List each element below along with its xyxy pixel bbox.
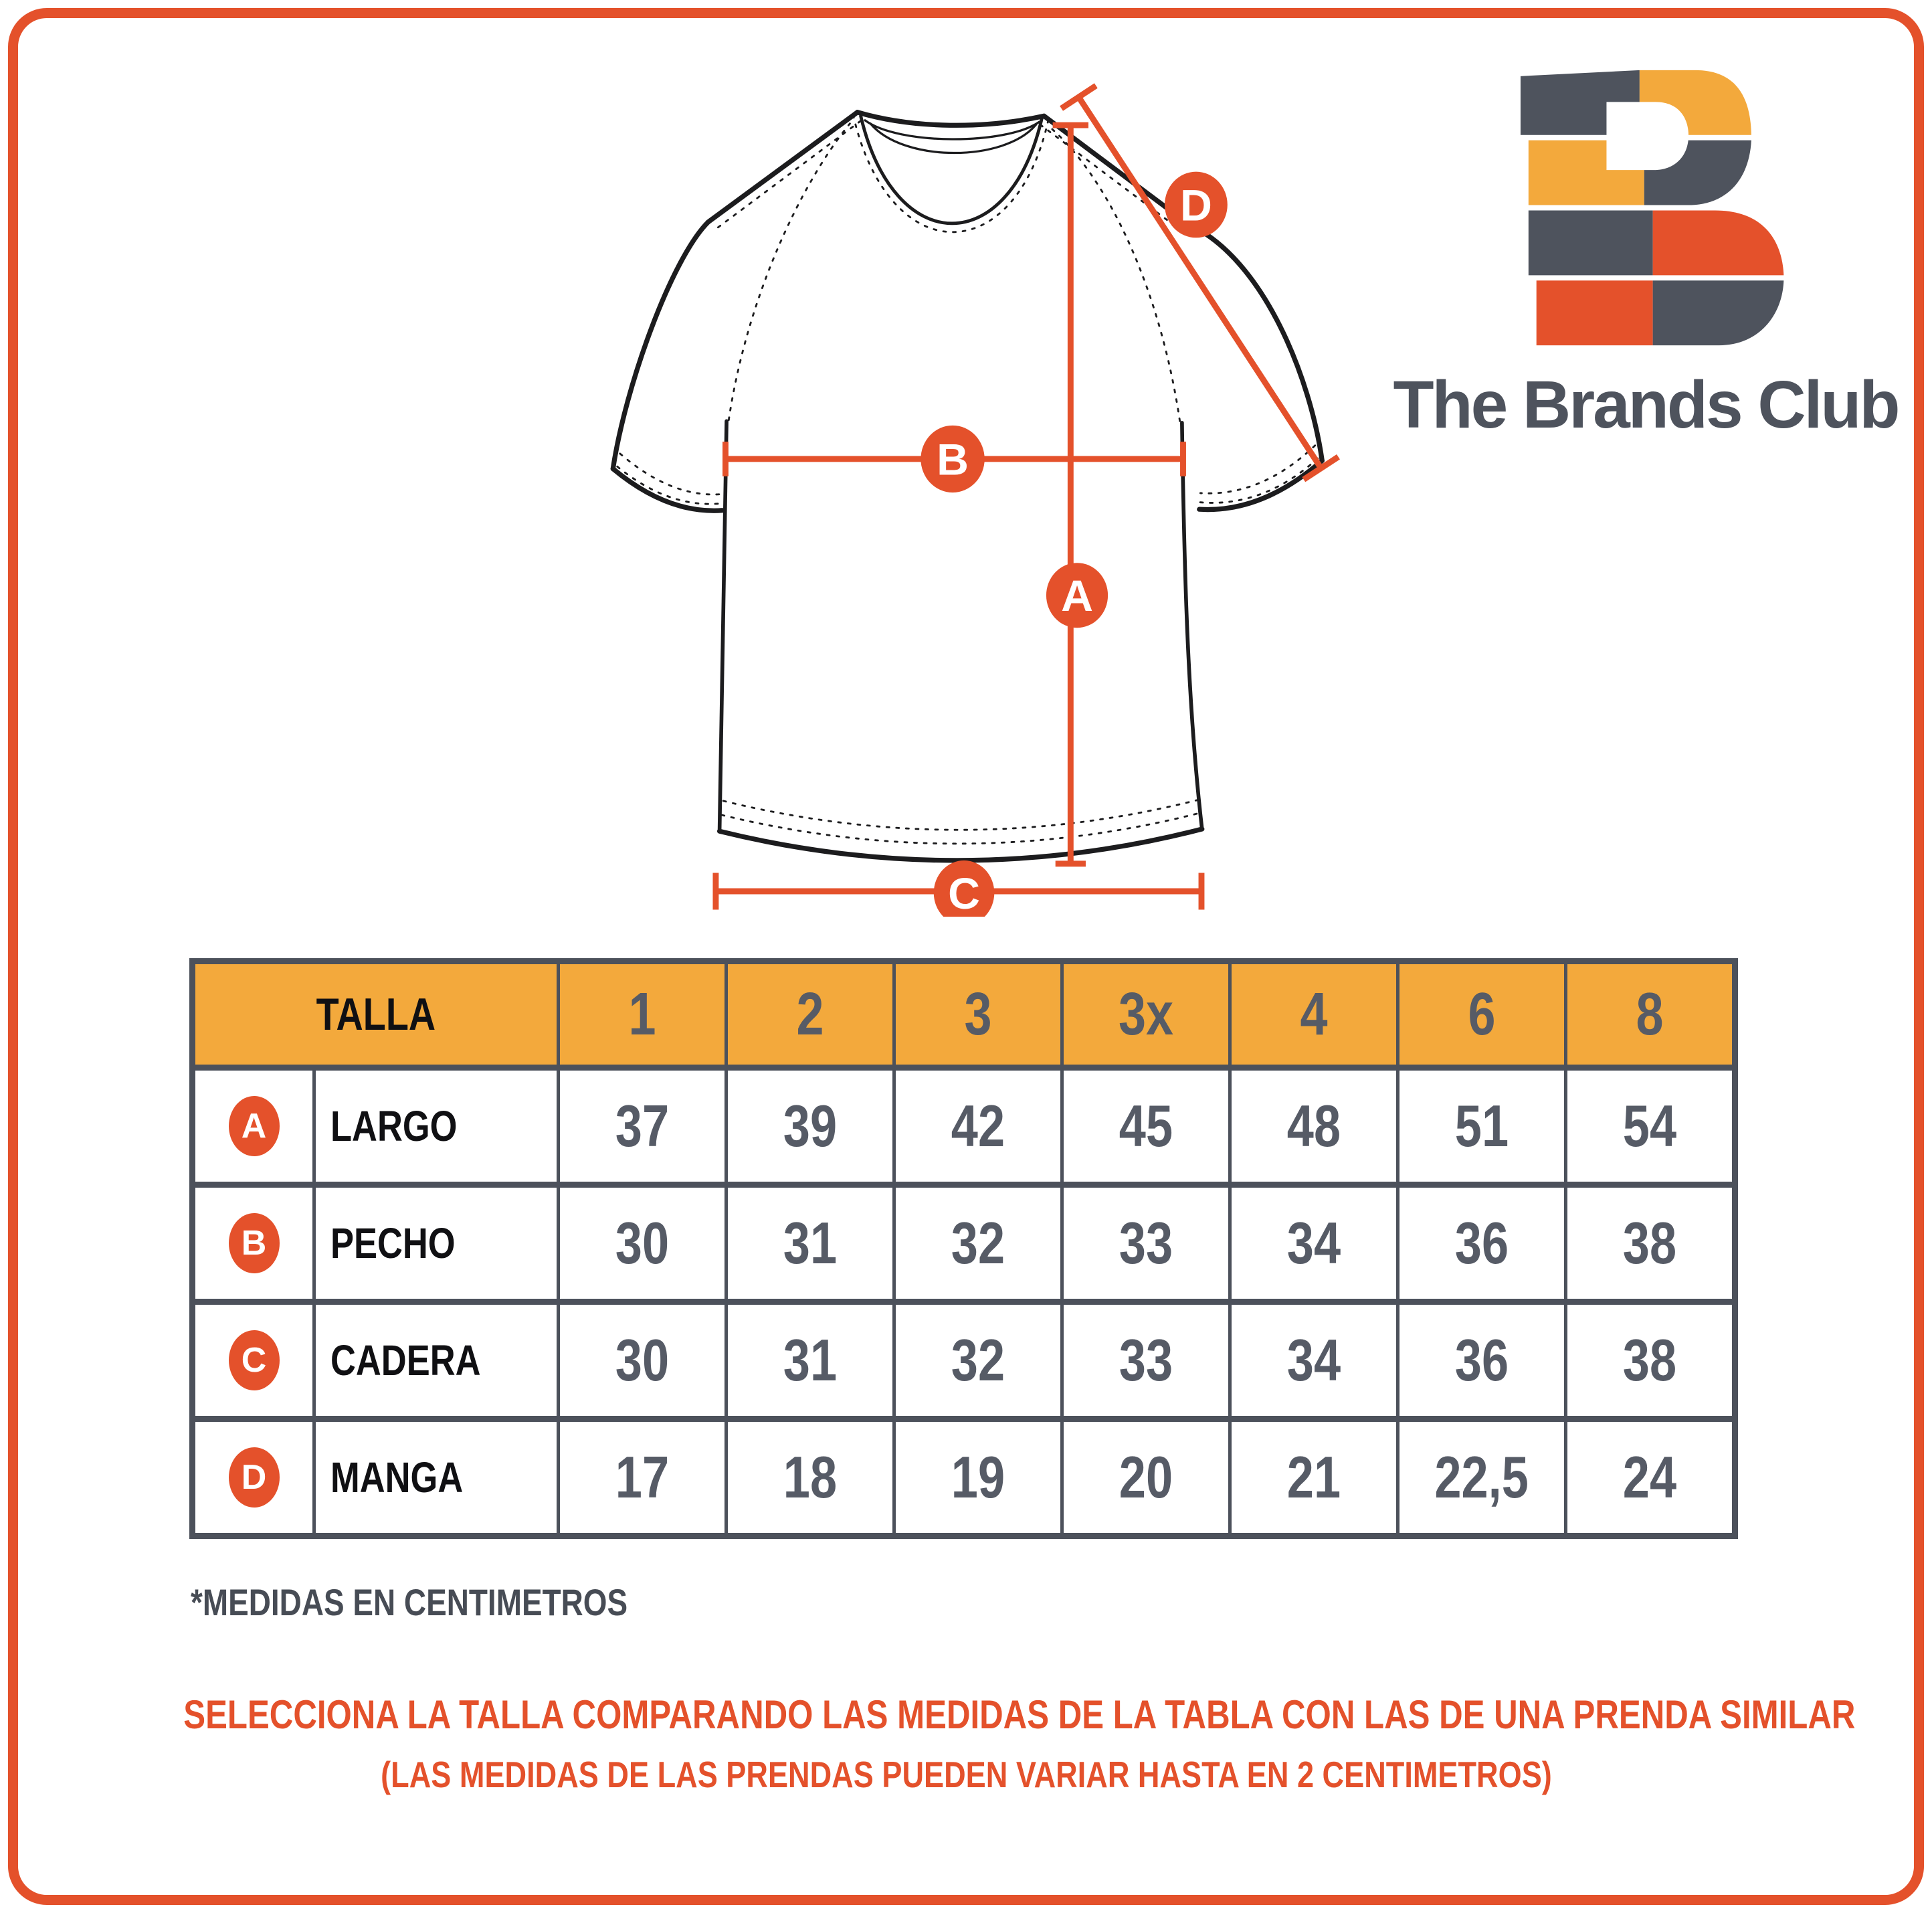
row-manga-badge-cell — [195, 1422, 312, 1533]
manga-value-6: 22,5 — [1399, 1422, 1564, 1533]
measurement-lines — [716, 86, 1339, 909]
largo-value-2: 39 — [728, 1071, 892, 1182]
marker-b-badge — [921, 426, 984, 492]
pecho-value-3: 32 — [896, 1188, 1060, 1299]
brand-name: The Brands Club — [1393, 367, 1899, 442]
diagram-markers — [921, 172, 1227, 917]
size-table-header-talla — [195, 964, 557, 1065]
cadera-value-2: 31 — [728, 1305, 892, 1416]
brand-logo-icon — [1509, 66, 1813, 350]
cadera-value-4: 34 — [1232, 1305, 1396, 1416]
row-pecho-label: PECHO — [316, 1188, 557, 1299]
manga-value-1: 17 — [560, 1422, 724, 1533]
talla-label: TALLA — [316, 989, 436, 1040]
header-size-6: 6 — [1399, 964, 1564, 1065]
largo-value-3x: 45 — [1064, 1071, 1228, 1182]
pecho-value-4: 34 — [1232, 1188, 1396, 1299]
size-instruction: SELECCIONA LA TALLA COMPARANDO LAS MEDIDAS DE LA TABLA CON LAS DE UNA PRENDA SIMILAR — [183, 1692, 1856, 1737]
cadera-value-8: 38 — [1567, 1305, 1732, 1416]
marker-b-table-badge: B — [229, 1213, 280, 1273]
row-largo-label: LARGO — [316, 1071, 557, 1182]
manga-value-2: 18 — [728, 1422, 892, 1533]
manga-value-4: 21 — [1232, 1422, 1396, 1533]
pecho-value-8: 38 — [1567, 1188, 1732, 1299]
measurement-d-line — [1062, 86, 1339, 480]
largo-value-8: 54 — [1567, 1071, 1732, 1182]
marker-a-badge — [1046, 563, 1108, 628]
largo-value-6: 51 — [1399, 1071, 1564, 1182]
collar — [858, 112, 1044, 223]
row-largo-badge-cell — [195, 1071, 312, 1182]
units-note: *MEDIDAS EN CENTIMETROS — [191, 1581, 628, 1623]
pecho-value-6: 36 — [1399, 1188, 1564, 1299]
header-size-8: 8 — [1567, 964, 1732, 1065]
largo-value-4: 48 — [1232, 1071, 1396, 1182]
marker-c-letter: C — [948, 869, 980, 917]
marker-c-table-badge: C — [229, 1330, 280, 1390]
tshirt-diagram — [569, 80, 1405, 917]
cadera-value-6: 36 — [1399, 1305, 1564, 1416]
cadera-value-1: 30 — [560, 1305, 724, 1416]
marker-c-badge — [934, 860, 995, 917]
size-table — [189, 958, 1738, 1539]
header-size-3x: 3x — [1064, 964, 1228, 1065]
largo-value-1: 37 — [560, 1071, 724, 1182]
pecho-value-2: 31 — [728, 1188, 892, 1299]
pecho-value-3x: 33 — [1064, 1188, 1228, 1299]
marker-d-letter: D — [1179, 181, 1212, 231]
row-cadera-label: CADERA — [316, 1305, 557, 1416]
marker-b-letter: B — [937, 435, 969, 485]
header-size-1: 1 — [560, 964, 724, 1065]
header-size-3: 3 — [896, 964, 1060, 1065]
cadera-value-3x: 33 — [1064, 1305, 1228, 1416]
marker-a-table-badge: A — [229, 1096, 280, 1156]
marker-d-table-badge: D — [229, 1447, 280, 1508]
manga-value-3: 19 — [896, 1422, 1060, 1533]
marker-a-letter: A — [1061, 571, 1093, 622]
manga-value-3x: 20 — [1064, 1422, 1228, 1533]
pecho-value-1: 30 — [560, 1188, 724, 1299]
marker-d-badge — [1165, 172, 1228, 238]
row-cadera-badge-cell — [195, 1305, 312, 1416]
cadera-value-3: 32 — [896, 1305, 1060, 1416]
measurement-a-line — [1053, 125, 1088, 864]
manga-value-8: 24 — [1567, 1422, 1732, 1533]
size-disclaimer: (LAS MEDIDAS DE LAS PRENDAS PUEDEN VARIAR HASTA EN 2 CENTIMETROS) — [380, 1754, 1552, 1795]
largo-value-3: 42 — [896, 1071, 1060, 1182]
row-manga-label: MANGA — [316, 1422, 557, 1533]
header-size-4: 4 — [1232, 964, 1396, 1065]
row-pecho-badge-cell — [195, 1188, 312, 1299]
header-size-2: 2 — [728, 964, 892, 1065]
